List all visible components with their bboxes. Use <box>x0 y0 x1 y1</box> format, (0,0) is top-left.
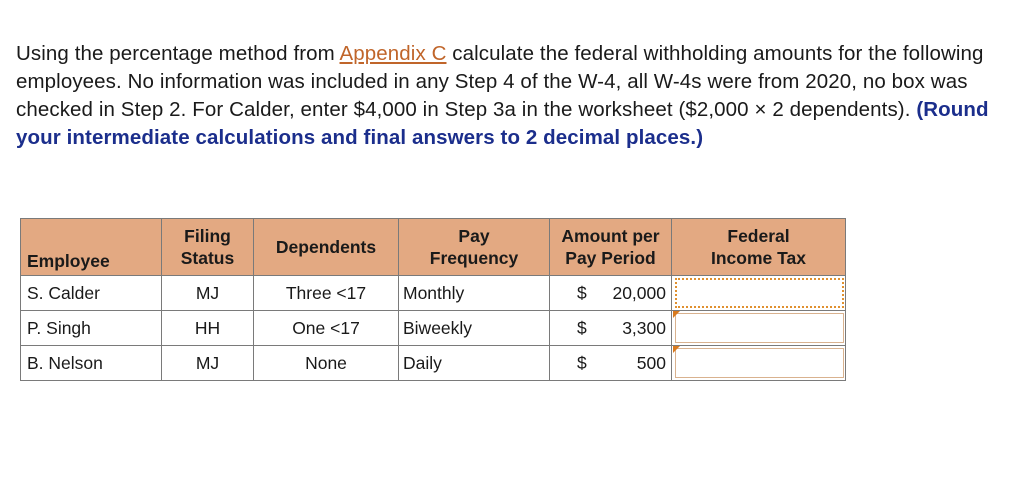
employee-cell: S. Calder <box>21 276 162 311</box>
header-filing-line2: Status <box>180 248 235 268</box>
pay-frequency-cell: Daily <box>399 346 550 381</box>
federal-tax-cell <box>672 311 846 346</box>
currency-symbol: $ <box>577 353 587 373</box>
federal-tax-cell <box>672 346 846 381</box>
federal-tax-answer-box <box>675 278 844 308</box>
header-employee: Employee <box>21 219 162 276</box>
withholding-table <box>20 218 846 381</box>
table-row <box>21 346 846 381</box>
federal-tax-answer-box <box>675 348 844 378</box>
header-pay-line2: Frequency <box>429 248 519 268</box>
pay-frequency-cell: Monthly <box>399 276 550 311</box>
header-federal-income-tax <box>672 219 846 276</box>
header-pay-line1: Pay <box>458 226 490 246</box>
amount-value: 20,000 <box>612 283 666 303</box>
federal-tax-cell <box>672 276 846 311</box>
unanswered-flag-icon <box>673 311 680 318</box>
table-header-row <box>21 219 846 276</box>
amount-cell <box>550 276 672 311</box>
currency-symbol: $ <box>577 318 587 338</box>
header-filing-line1: Filing <box>184 226 231 246</box>
federal-tax-input-singh[interactable] <box>676 314 843 342</box>
dependents-cell: Three <17 <box>254 276 399 311</box>
federal-tax-answer-box <box>675 313 844 343</box>
unanswered-flag-icon <box>673 346 680 353</box>
header-pay-frequency <box>399 219 550 276</box>
header-filing-status <box>162 219 254 276</box>
dependents-cell: None <box>254 346 399 381</box>
table-row <box>21 276 846 311</box>
filing-status-cell: HH <box>162 311 254 346</box>
header-amount-line2: Pay Period <box>565 248 656 268</box>
federal-tax-input-calder[interactable] <box>677 280 842 306</box>
dependents-cell: One <17 <box>254 311 399 346</box>
filing-status-cell: MJ <box>162 346 254 381</box>
header-amount-line1: Amount per <box>561 226 660 246</box>
federal-tax-input-nelson[interactable] <box>676 349 843 377</box>
amount-value: 3,300 <box>622 318 666 338</box>
pay-frequency-cell: Biweekly <box>399 311 550 346</box>
amount-value: 500 <box>636 353 666 373</box>
table-row <box>21 311 846 346</box>
rounding-instruction: (Round your intermediate calculations and final answers to 2 decimal places.) <box>16 98 989 149</box>
question-text <box>16 40 1006 152</box>
employee-cell: B. Nelson <box>21 346 162 381</box>
header-federal-line1: Federal <box>727 226 790 246</box>
question-intro: Using the percentage method from <box>16 42 340 65</box>
amount-cell <box>550 311 672 346</box>
header-dependents: Dependents <box>254 219 399 276</box>
appendix-c-link[interactable]: Appendix C <box>339 42 447 65</box>
filing-status-cell: MJ <box>162 276 254 311</box>
amount-cell <box>550 346 672 381</box>
employee-cell: P. Singh <box>21 311 162 346</box>
currency-symbol: $ <box>577 283 587 303</box>
question-body: calculate the federal withholding amounts for the following employees. No information was included in any Step 4 of the W-4, all W-4s were from 2020, no box was checked in Step 2. For Calder, enter $4,000 in Step 3a in the worksheet ($2,000 × 2 dependents). <box>16 42 984 121</box>
header-amount-per-pay-period <box>550 219 672 276</box>
header-federal-line2: Income Tax <box>711 248 806 268</box>
